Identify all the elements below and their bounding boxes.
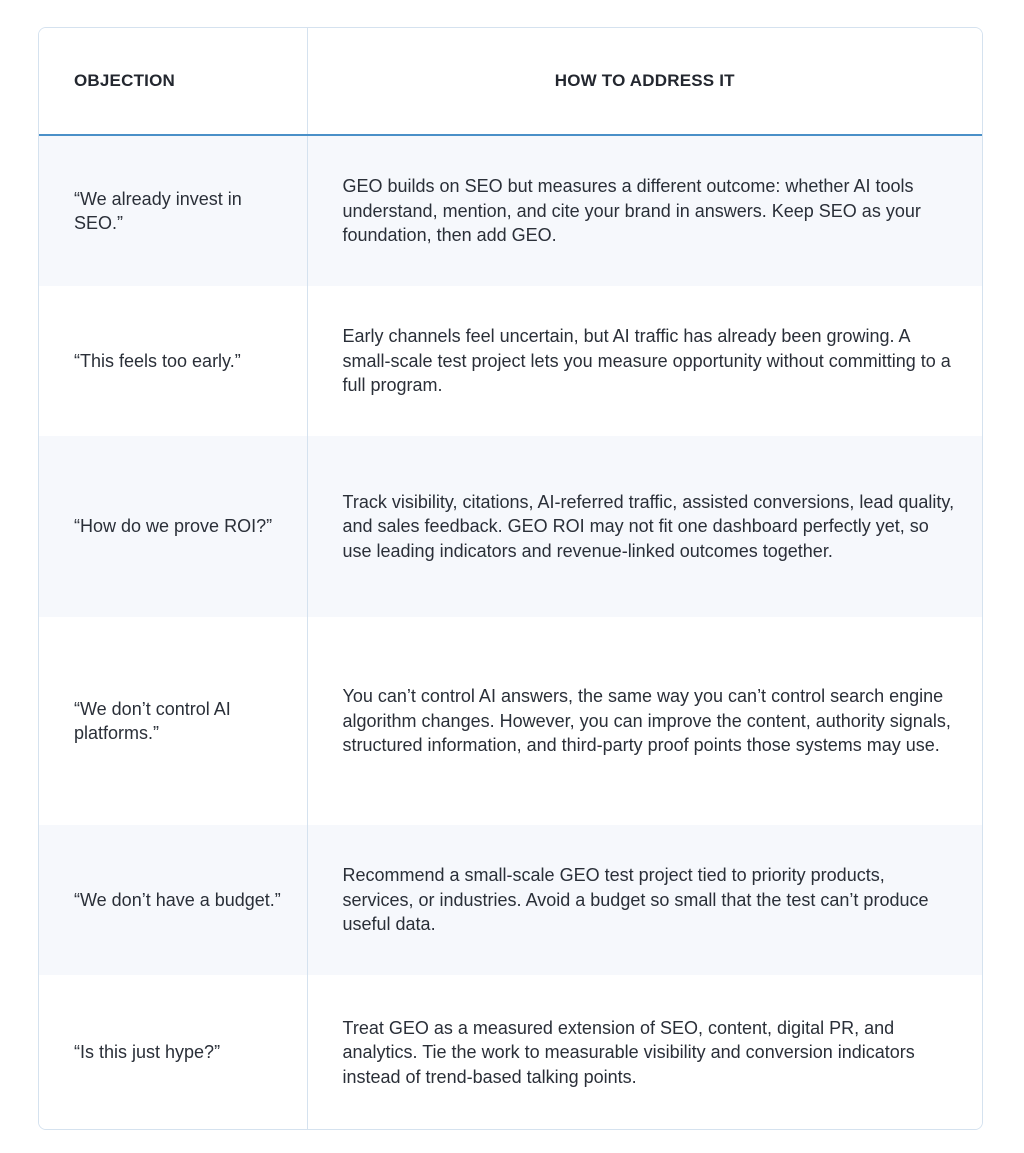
- response-cell: Track visibility, citations, AI-referred traffic, assisted conversions, lead quality, and sales feedback. GEO ROI may not fit one dashboard perfectly yet, so use leading indicators and revenue-linked outcomes together.: [307, 436, 982, 617]
- table-row: [39, 135, 982, 286]
- response-cell: Treat GEO as a measured extension of SEO, content, digital PR, and analytics. Tie the work to measurable visibility and conversion indicators instead of trend-based talking points.: [307, 975, 982, 1130]
- table-row: [39, 436, 982, 617]
- header-row: [39, 28, 982, 135]
- objections-grid: [39, 28, 982, 1130]
- objection-cell: “We already invest in SEO.”: [39, 135, 307, 286]
- objection-cell: “How do we prove ROI?”: [39, 436, 307, 617]
- objection-cell: “This feels too early.”: [39, 286, 307, 436]
- table-row: [39, 825, 982, 975]
- column-header-how-to-address: HOW TO ADDRESS IT: [307, 28, 982, 135]
- objections-table: [38, 27, 983, 1130]
- response-cell: You can’t control AI answers, the same way you can’t control search engine algorithm changes. However, you can improve the content, authority signals, structured information, and third-party proof points those systems may use.: [307, 617, 982, 825]
- table-row: [39, 975, 982, 1130]
- response-cell: Recommend a small-scale GEO test project tied to priority products, services, or industries. Avoid a budget so small that the test can’t produce useful data.: [307, 825, 982, 975]
- response-cell: GEO builds on SEO but measures a different outcome: whether AI tools understand, mention, and cite your brand in answers. Keep SEO as your foundation, then add GEO.: [307, 135, 982, 286]
- table-header: [39, 28, 982, 135]
- response-cell: Early channels feel uncertain, but AI traffic has already been growing. A small-scale test project lets you measure opportunity without committing to a full program.: [307, 286, 982, 436]
- column-header-objection: OBJECTION: [39, 28, 307, 135]
- objection-cell: “We don’t control AI platforms.”: [39, 617, 307, 825]
- table-body: [39, 135, 982, 1130]
- objection-cell: “We don’t have a budget.”: [39, 825, 307, 975]
- objection-cell: “Is this just hype?”: [39, 975, 307, 1130]
- table-row: [39, 617, 982, 825]
- table-row: [39, 286, 982, 436]
